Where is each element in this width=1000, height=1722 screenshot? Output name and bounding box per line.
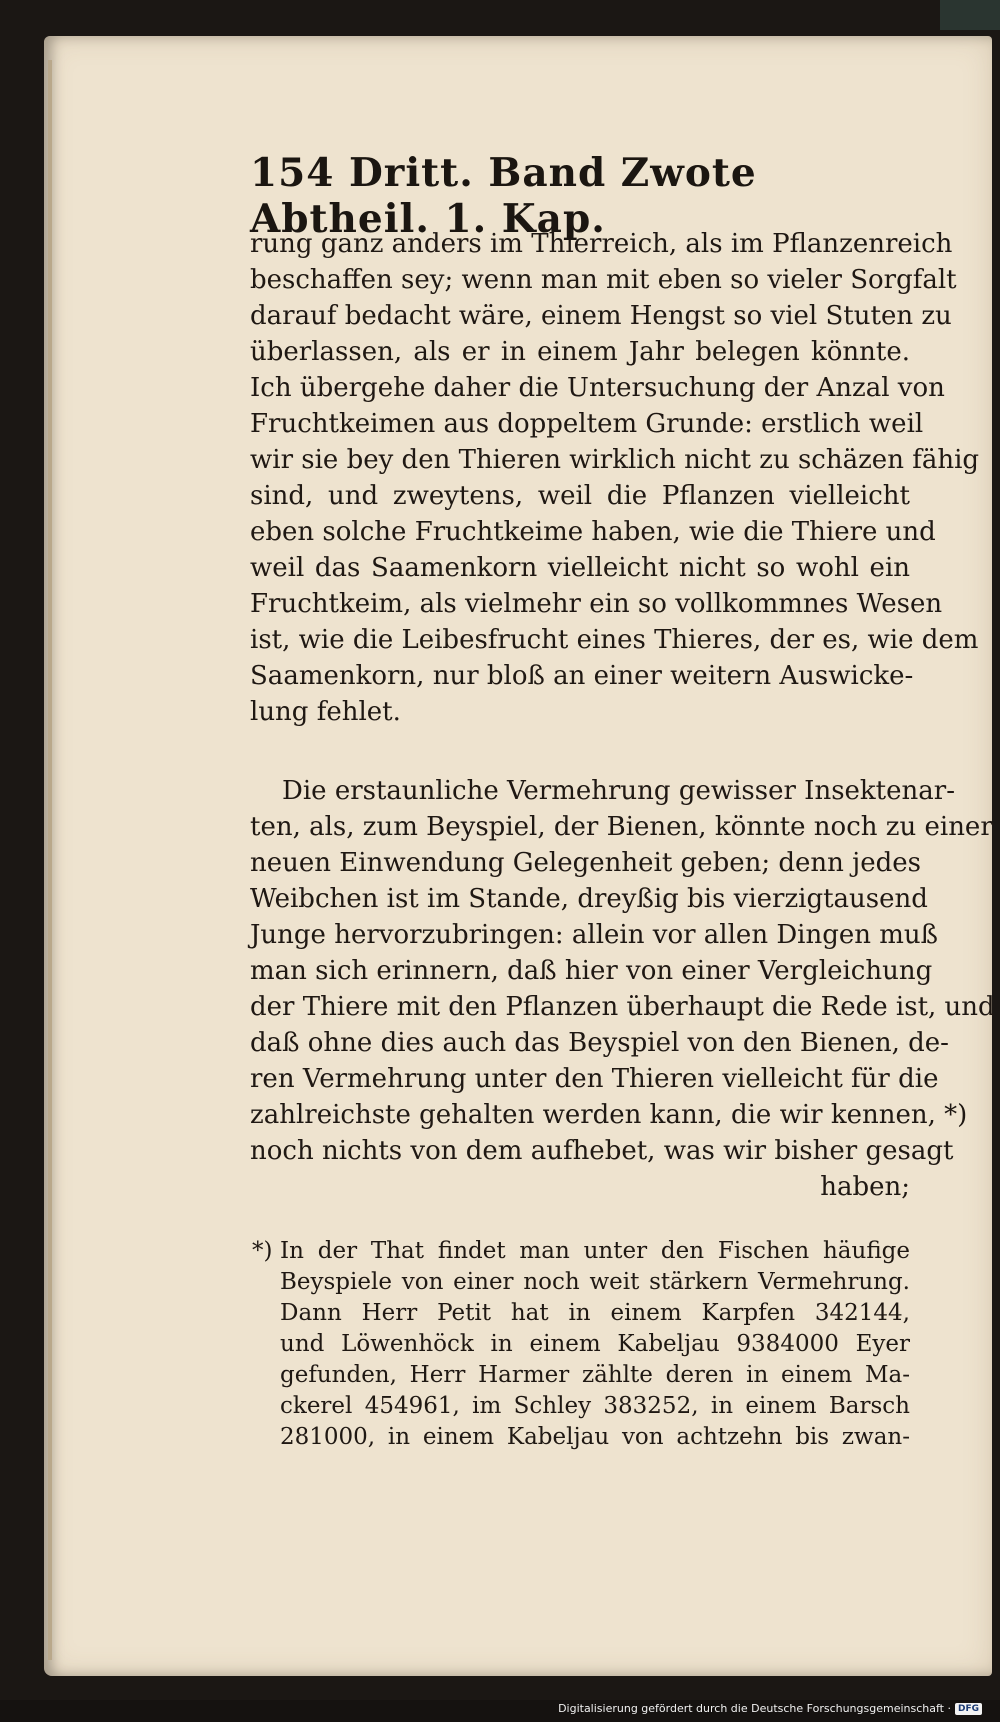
text-line: Dann Herr Petit hat in einem Karpfen 342144, — [280, 1300, 910, 1326]
text-line: Fruchtkeim, als vielmehr ein so vollkommnes Wesen — [250, 589, 943, 619]
text-line: sind, und zweytens, weil die Pflanzen vielleicht — [250, 481, 910, 511]
text-line: überlassen, als er in einem Jahr belegen könnte. — [250, 337, 910, 367]
text-line: gefunden, Herr Harmer zählte deren in einem Ma- — [280, 1362, 910, 1388]
text-line: lung fehlet. — [250, 697, 401, 727]
text-line: zahlreichste gehalten werden kann, die wir kennen, *) — [250, 1100, 968, 1130]
running-header: 154 Dritt. Band Zwote Abtheil. 1. Kap. — [250, 150, 757, 242]
text-line: Junge hervorzubringen: allein vor allen Dingen muß — [250, 920, 939, 950]
text-line: In der That findet man unter den Fischen häufige — [280, 1238, 910, 1264]
text-line: Beyspiele von einer noch weit stärkern Vermehrung. — [280, 1269, 910, 1295]
paragraph-2 — [250, 773, 995, 1205]
text-line: Saamenkorn, nur bloß an einer weitern Auswicke- — [250, 661, 914, 691]
digitization-credit — [558, 1702, 982, 1715]
footnote — [252, 1236, 910, 1453]
text-line: haben; — [820, 1172, 910, 1202]
text-line: noch nichts von dem aufhebet, was wir bisher gesagt — [250, 1136, 954, 1166]
text-line: man sich erinnern, daß hier von einer Vergleichung — [250, 956, 933, 986]
text-line: Fruchtkeimen aus doppeltem Grunde: erstlich weil — [250, 409, 924, 439]
text-line: rung ganz anders im Thierreich, als im Pflanzenreich — [250, 229, 953, 259]
text-line: ist, wie die Leibesfrucht eines Thieres, der es, wie dem — [250, 625, 979, 655]
text-line: Ich übergehe daher die Untersuchung der Anzal von — [250, 373, 945, 403]
dfg-logo: DFG — [955, 1703, 982, 1715]
text-line: und Löwenhöck in einem Kabeljau 9384000 Eyer — [280, 1331, 910, 1357]
text-line: darauf bedacht wäre, einem Hengst so viel Stuten zu — [250, 301, 952, 331]
text-line: Weibchen ist im Stande, dreyßig bis vierzigtausend — [250, 884, 928, 914]
footnote-text — [280, 1236, 910, 1453]
text-line: neuen Einwendung Gelegenheit geben; denn jedes — [250, 848, 921, 878]
credit-text: Digitalisierung gefördert durch die Deutsche Forschungsgemeinschaft · — [558, 1702, 951, 1715]
text-line: ren Vermehrung unter den Thieren vielleicht für die — [250, 1064, 939, 1094]
text-line: Die erstaunliche Vermehrung gewisser Insektenar- — [282, 776, 955, 806]
text-line: daß ohne dies auch das Beyspiel von den Bienen, de- — [250, 1028, 949, 1058]
text-line: ckerel 454961, im Schley 383252, in einem Barsch — [280, 1393, 910, 1419]
text-line: beschaffen sey; wenn man mit eben so vieler Sorgfalt — [250, 265, 957, 295]
text-line: weil das Saamenkorn vielleicht nicht so wohl ein — [250, 553, 910, 583]
text-line: wir sie bey den Thieren wirklich nicht zu schäzen fähig — [250, 445, 980, 475]
text-line: der Thiere mit den Pflanzen überhaupt die Rede ist, und — [250, 992, 995, 1022]
paragraph-1 — [250, 226, 980, 730]
page-gutter-edge — [48, 60, 52, 1660]
text-line: 281000, in einem Kabeljau von achtzehn bis zwan- — [280, 1424, 910, 1450]
text-line: ten, als, zum Beyspiel, der Bienen, könnte noch zu einer — [250, 812, 993, 842]
footnote-marker: *) — [252, 1238, 273, 1264]
book-cover-corner — [940, 0, 1000, 30]
text-line: eben solche Fruchtkeime haben, wie die Thiere und — [250, 517, 936, 547]
